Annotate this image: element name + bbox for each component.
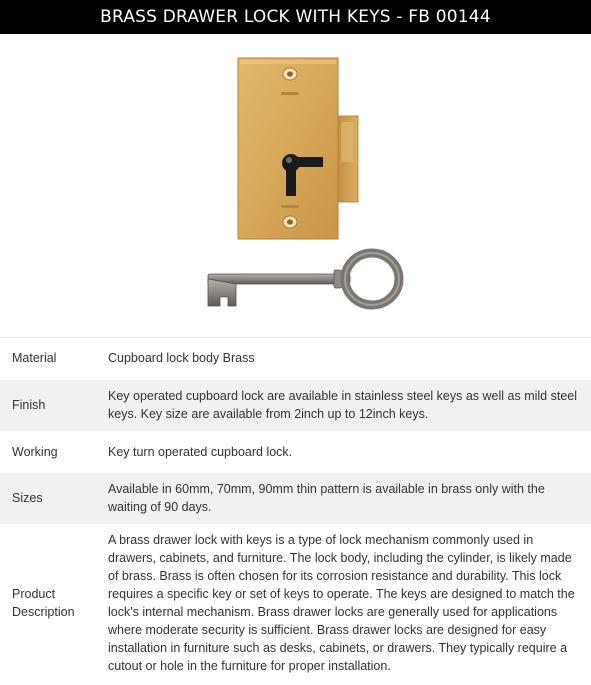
spec-label: Finish [0, 379, 96, 431]
spec-value: A brass drawer lock with keys is a type of lock mechanism commonly used in drawers, cabinets, and furniture. The lock body, including the cylinder, is likely made of brass. Brass is often chosen for its corrosion resistance and durability. This lock requires a specific key or set of keys to operate. The keys are designed to match the lock's internal mechanism. Brass drawer locks are generally used for applications where moderate security is sufficient. Brass drawer locks are designed for easy installation in furniture such as desks, cabinets, or drawers. They typically require a cutout or hole in the furniture for proper installation. [96, 524, 591, 681]
table-row-material [0, 338, 591, 379]
spec-value: Cupboard lock body Brass [96, 338, 591, 379]
table-row-product-description [0, 524, 591, 681]
spec-label: Material [0, 338, 96, 379]
spec-label: Sizes [0, 472, 96, 524]
brass-drawer-lock-with-key-photo [0, 34, 591, 337]
page-title-text: BRASS DRAWER LOCK WITH KEYS - FB 00144 [100, 7, 491, 27]
table-row-finish [0, 379, 591, 431]
spec-value: Key turn operated cupboard lock. [96, 431, 591, 472]
lock-bolt [336, 116, 358, 202]
table-row-sizes [0, 472, 591, 524]
spec-value: Key operated cupboard lock are available in stainless steel keys as well as mild steel keys. Key size are available from 2inch up to 12inch keys. [96, 379, 591, 431]
specifications-table [0, 338, 591, 682]
product-image [0, 34, 591, 338]
key-icon [208, 253, 399, 306]
table-row-working [0, 431, 591, 472]
page-title [0, 0, 591, 34]
spec-label: Working [0, 431, 96, 472]
spec-label: Product Description [0, 524, 96, 681]
lock-body [238, 58, 338, 239]
spec-value: Available in 60mm, 70mm, 90mm thin pattern is available in brass only with the waiting of 90 days. [96, 472, 591, 524]
